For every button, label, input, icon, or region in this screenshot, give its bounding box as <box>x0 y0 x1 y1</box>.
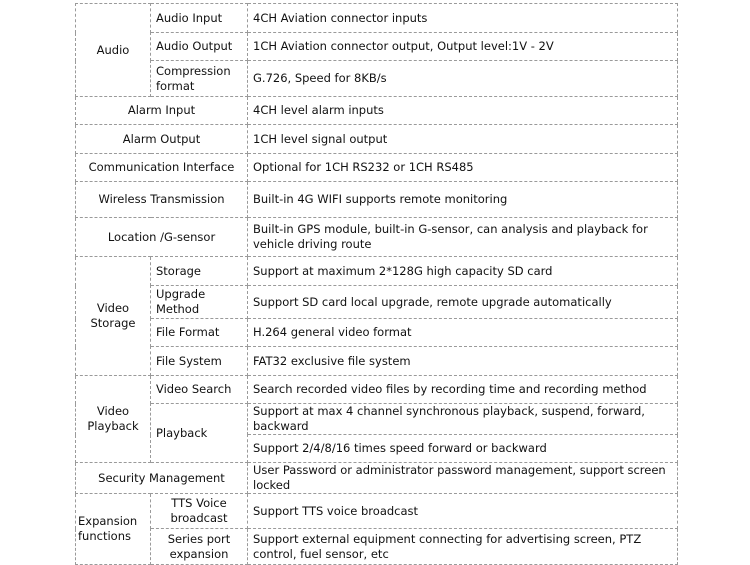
audio-output-label: Audio Output <box>151 33 248 61</box>
group-video-storage: Video Storage <box>76 257 151 376</box>
video-search-label: Video Search <box>151 376 248 404</box>
spec-row-audio-output <box>76 33 678 61</box>
security-management-label: Security Management <box>76 463 248 494</box>
spec-row-alarm-output <box>76 125 678 154</box>
storage-label: Storage <box>151 257 248 286</box>
spec-row-wireless <box>76 182 678 218</box>
spec-row-tts <box>76 494 678 529</box>
spec-row-communication <box>76 154 678 182</box>
group-video-playback: Video Playback <box>76 376 151 463</box>
spec-row-playback-1 <box>76 404 678 435</box>
alarm-input-value: 4CH level alarm inputs <box>248 97 678 125</box>
spec-row-upgrade <box>76 286 678 319</box>
location-gsensor-value: Built-in GPS module, built-in G-sensor, can analysis and playback for vehicle driving route <box>248 218 678 257</box>
video-search-value: Search recorded video files by recording time and recording method <box>248 376 678 404</box>
wireless-transmission-label: Wireless Transmission <box>76 182 248 218</box>
communication-interface-value: Optional for 1CH RS232 or 1CH RS485 <box>248 154 678 182</box>
storage-value: Support at maximum 2*128G high capacity SD card <box>248 257 678 286</box>
spec-row-audio-input <box>76 4 678 33</box>
alarm-output-label: Alarm Output <box>76 125 248 154</box>
group-audio: Audio <box>76 4 151 97</box>
spec-row-security <box>76 463 678 494</box>
tts-voice-label: TTS Voice broadcast <box>151 494 248 529</box>
compression-format-value: G.726, Speed for 8KB/s <box>248 61 678 97</box>
wireless-transmission-value: Built-in 4G WIFI supports remote monitoring <box>248 182 678 218</box>
compression-format-label: Compression format <box>151 61 248 97</box>
file-format-value: H.264 general video format <box>248 319 678 347</box>
spec-row-storage <box>76 257 678 286</box>
series-port-label: Series port expansion <box>151 529 248 565</box>
tts-voice-value: Support TTS voice broadcast <box>248 494 678 529</box>
spec-row-alarm-input <box>76 97 678 125</box>
spec-row-compression <box>76 61 678 97</box>
audio-output-value: 1CH Aviation connector output, Output level:1V - 2V <box>248 33 678 61</box>
playback-label: Playback <box>151 404 248 463</box>
spec-row-location <box>76 218 678 257</box>
playback-value-1: Support at max 4 channel synchronous playback, suspend, forward, backward <box>248 404 678 435</box>
spec-row-video-search <box>76 376 678 404</box>
upgrade-method-value: Support SD card local upgrade, remote upgrade automatically <box>248 286 678 319</box>
group-expansion-functions: Expansion functions <box>76 494 151 565</box>
file-system-label: File System <box>151 347 248 376</box>
spec-row-file-system <box>76 347 678 376</box>
location-gsensor-label: Location /G-sensor <box>76 218 248 257</box>
alarm-input-label: Alarm Input <box>76 97 248 125</box>
playback-value-2: Support 2/4/8/16 times speed forward or backward <box>248 435 678 463</box>
audio-input-label: Audio Input <box>151 4 248 33</box>
spec-row-file-format <box>76 319 678 347</box>
spec-row-series-port <box>76 529 678 565</box>
file-format-label: File Format <box>151 319 248 347</box>
security-management-value: User Password or administrator password management, support screen locked <box>248 463 678 494</box>
spec-table <box>75 3 678 565</box>
audio-input-value: 4CH Aviation connector inputs <box>248 4 678 33</box>
communication-interface-label: Communication Interface <box>76 154 248 182</box>
series-port-value: Support external equipment connecting for advertising screen, PTZ control, fuel sensor, etc <box>248 529 678 565</box>
alarm-output-value: 1CH level signal output <box>248 125 678 154</box>
upgrade-method-label: Upgrade Method <box>151 286 248 319</box>
file-system-value: FAT32 exclusive file system <box>248 347 678 376</box>
